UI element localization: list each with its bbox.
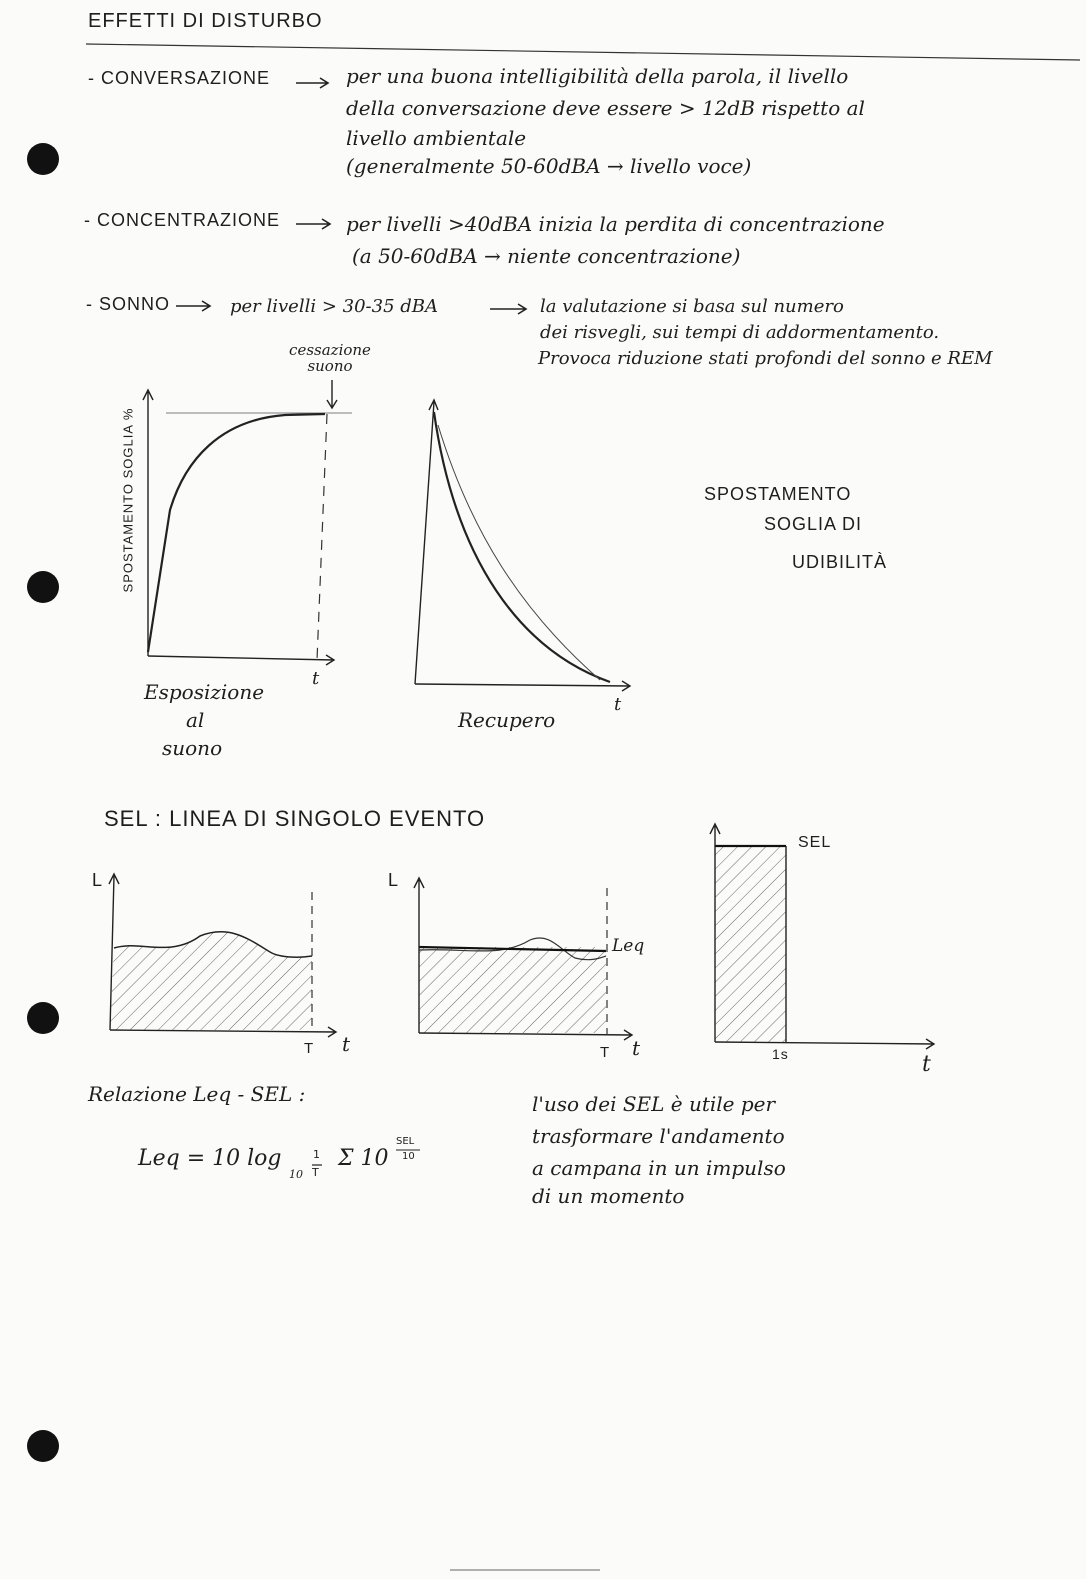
exposure-caption-line: Esposizione: [144, 680, 265, 704]
exposure-caption-line: suono: [162, 736, 223, 760]
sel1-t-label: t: [342, 1032, 351, 1056]
section-conversazione-label: - CONVERSAZIONE: [88, 68, 271, 88]
formula-exp-den: 10: [402, 1151, 415, 1162]
exposure-t-label: t: [312, 668, 320, 689]
sel3-sel-label: SEL: [798, 834, 832, 851]
section-sonno-label: - SONNO: [86, 294, 171, 314]
exposure-stop-line: [317, 414, 327, 660]
annotation-arrow-icon: [327, 380, 337, 408]
arrow-icon: [176, 301, 210, 311]
sel2-y-label: L: [388, 870, 400, 890]
section-sonno-middle: per livelli > 30-35 dBA: [230, 296, 438, 317]
threshold-title-line: SPOSTAMENTO: [704, 484, 852, 504]
sel2-t-label: t: [632, 1036, 641, 1060]
section-concentrazione-line: (a 50-60dBA → niente concentrazione): [352, 244, 741, 268]
section-sonno-line: dei risvegli, sui tempi di addormentamento.: [540, 322, 940, 343]
sel2-area: [419, 947, 606, 1033]
note-line: trasformare l'andamento: [532, 1124, 785, 1148]
sel1-T-label: T: [304, 1040, 315, 1057]
relation-label: Relazione Leq - SEL :: [88, 1082, 306, 1106]
note-line: a campana in un impulso: [532, 1156, 786, 1180]
exposure-y-axis: [143, 390, 153, 656]
sel-chart-1: [109, 874, 336, 1037]
formula-exp-num: SEL: [396, 1136, 415, 1147]
exposure-chart: [143, 380, 352, 665]
sel1-y-label: L: [92, 870, 104, 890]
recovery-x-axis: [415, 681, 630, 691]
section-conversazione-line: della conversazione deve essere > 12dB rispetto al: [346, 96, 865, 120]
recovery-y-axis: [415, 400, 438, 684]
formula-sigma: Σ 10: [338, 1146, 389, 1171]
recovery-curve: [434, 412, 610, 682]
arrow-icon: [490, 304, 526, 314]
exposure-caption-line: al: [186, 708, 205, 732]
formula-lhs: Leq = 10 log: [138, 1146, 282, 1171]
exposure-curve: [148, 414, 325, 652]
formula-frac-num: 1: [313, 1148, 320, 1161]
section-concentrazione-line: per livelli >40dBA inizia la perdita di concentrazione: [346, 212, 885, 236]
exposure-annotation: cessazione suono: [289, 341, 371, 375]
sel-chart-2: [414, 878, 632, 1040]
recovery-chart: [415, 400, 630, 691]
arrow-icon: [296, 78, 328, 88]
note-line: di un momento: [532, 1184, 685, 1208]
formula-frac-den: T: [312, 1166, 319, 1179]
section-conversazione-line: per una buona intelligibilità della parola, il livello: [346, 64, 849, 88]
section-conversazione-line: livello ambientale: [346, 126, 527, 150]
formula-log-base: 10: [289, 1168, 303, 1181]
section-conversazione-line: (generalmente 50-60dBA → livello voce): [346, 154, 752, 178]
title-underline: [86, 44, 1080, 60]
sel3-area: [715, 846, 786, 1042]
threshold-title-line: SOGLIA DI: [764, 514, 863, 534]
recovery-t-label: t: [614, 694, 622, 715]
threshold-title-line: UDIBILITÀ: [792, 552, 888, 572]
note-line: l'uso dei SEL è utile per: [532, 1092, 776, 1116]
section-sonno-line: Provoca riduzione stati profondi del sonno e REM: [538, 348, 993, 369]
section-concentrazione-label: - CONCENTRAZIONE: [84, 210, 280, 230]
recovery-curve-sketch: [438, 425, 600, 680]
arrow-icon: [296, 219, 330, 229]
exposure-y-label: SPOSTAMENTO SOGLIA %: [120, 407, 136, 593]
sel2-T-label: T: [600, 1044, 611, 1061]
page-title: EFFETTI DI DISTURBO: [88, 10, 323, 32]
sel3-tick-label: 1s: [772, 1046, 789, 1062]
exposure-x-axis: [148, 655, 334, 665]
section-sonno-line: la valutazione si basa sul numero: [540, 296, 844, 317]
sel-title: SEL : LINEA DI SINGOLO EVENTO: [104, 806, 486, 831]
sel3-t-label: t: [922, 1052, 931, 1077]
sel2-leq-label: Leq: [612, 936, 645, 956]
sel-chart-3: [710, 824, 934, 1049]
recovery-caption: Recupero: [458, 708, 556, 732]
